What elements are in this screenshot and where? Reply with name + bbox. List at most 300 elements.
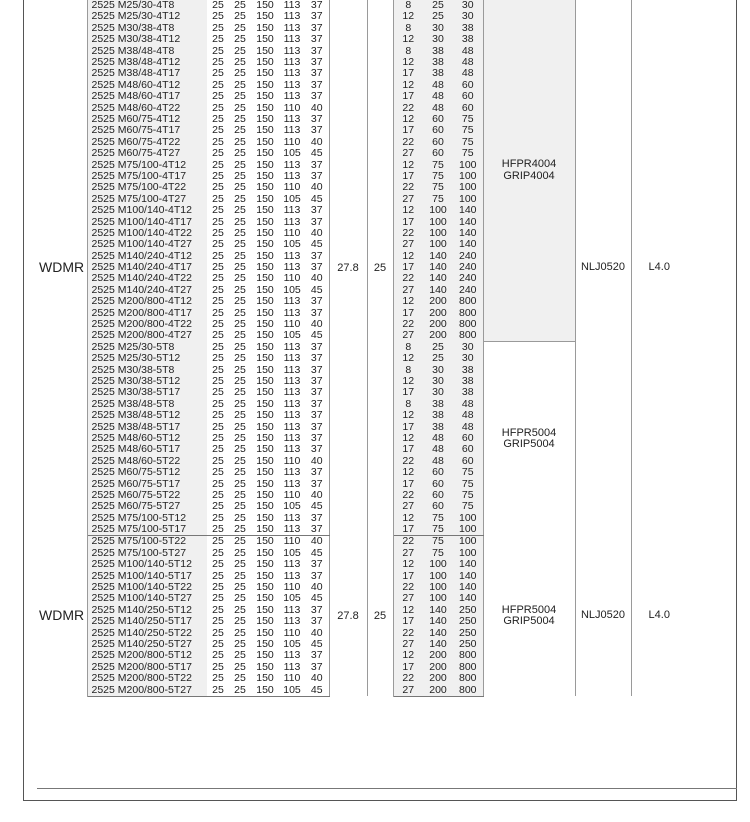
groove-width: 8 bbox=[393, 399, 423, 410]
dmin-value: 100 bbox=[423, 228, 453, 239]
model-code: 2525 M60/75-5T17 bbox=[87, 478, 207, 489]
dim-l3: 37 bbox=[305, 34, 329, 45]
dim-a-value: 27.8 bbox=[329, 536, 367, 696]
model-code: 2525 M140/250-5T17 bbox=[87, 616, 207, 627]
dim-l1: 150 bbox=[256, 593, 274, 605]
dim-h: 25 bbox=[212, 673, 224, 685]
dmin-value: 60 bbox=[423, 467, 453, 478]
dim-h: 25 bbox=[212, 650, 224, 662]
dmin-value: 140 bbox=[423, 285, 453, 296]
dim-l3: 37 bbox=[305, 616, 329, 627]
model-code: 2525 M200/800-4T17 bbox=[87, 308, 207, 319]
dim-l1: 150 bbox=[256, 638, 274, 650]
dim-l3: 37 bbox=[305, 513, 329, 524]
model-code: 2525 M100/140-4T22 bbox=[87, 228, 207, 239]
dmax-value: 240 bbox=[453, 273, 483, 284]
groove-width: 8 bbox=[393, 365, 423, 376]
dmax-value: 48 bbox=[453, 399, 483, 410]
dmax-value: 75 bbox=[453, 467, 483, 478]
dim-b: 25 bbox=[234, 478, 246, 490]
dim-b: 25 bbox=[234, 318, 246, 331]
dim-h: 25 bbox=[212, 56, 224, 69]
dim-l1: 150 bbox=[256, 205, 274, 217]
dim-l2: 113 bbox=[283, 650, 301, 662]
model-code: 2525 M60/75-4T22 bbox=[87, 137, 207, 148]
dim-h: 25 bbox=[207, 524, 229, 536]
dim-l3: 37 bbox=[305, 0, 329, 11]
groove-width: 22 bbox=[393, 182, 423, 193]
dim-l2: 110 bbox=[283, 136, 301, 148]
insert-code: HFPR4004 bbox=[501, 158, 557, 171]
dim-l2: 110 bbox=[283, 102, 301, 114]
dim-l3: 37 bbox=[305, 251, 329, 262]
groove-width: 27 bbox=[393, 148, 423, 159]
dim-l2: 110 bbox=[283, 627, 301, 639]
dim-b: 25 bbox=[234, 205, 246, 217]
dim-l2: 113 bbox=[283, 307, 301, 319]
dim-l1: 150 bbox=[256, 421, 274, 433]
model-code: 2525 M25/30-5T8 bbox=[87, 342, 207, 353]
groove-width: 22 bbox=[393, 319, 423, 330]
model-code: 2525 M100/140-4T17 bbox=[87, 216, 207, 227]
dim-h: 25 bbox=[212, 273, 224, 285]
dim-b: 25 bbox=[234, 410, 246, 422]
dmin-value: 200 bbox=[423, 296, 453, 307]
spec-table-body bbox=[37, 0, 687, 696]
dim-l3: 37 bbox=[305, 365, 329, 376]
dim-b: 25 bbox=[234, 102, 246, 114]
model-code: 2525 M60/75-5T12 bbox=[87, 467, 207, 478]
groove-width: 22 bbox=[393, 490, 423, 501]
dim-h: 25 bbox=[212, 444, 224, 456]
dmax-value: 60 bbox=[453, 456, 483, 467]
dmin-value: 200 bbox=[423, 684, 453, 696]
groove-width: 27 bbox=[393, 501, 423, 512]
insert-code: HFPR5004 bbox=[501, 426, 557, 439]
dim-h: 25 bbox=[212, 364, 224, 376]
dim-b: 25 bbox=[234, 227, 246, 239]
dim-l2: 113 bbox=[283, 570, 301, 582]
spec-table bbox=[37, 0, 687, 697]
groove-width: 17 bbox=[393, 478, 423, 489]
dim-l1: 150 bbox=[256, 273, 274, 285]
dmax-value: 140 bbox=[453, 582, 483, 593]
dim-h: 25 bbox=[212, 136, 224, 148]
dim-h: 25 bbox=[212, 353, 224, 365]
dmin-value: 60 bbox=[423, 501, 453, 512]
dim-h: 25 bbox=[212, 581, 224, 594]
dmax-value: 60 bbox=[453, 444, 483, 455]
dim-l3: 37 bbox=[305, 387, 329, 398]
dim-l1: 150 bbox=[256, 45, 274, 57]
dim-l2: 110 bbox=[283, 581, 301, 594]
dmax-value: 250 bbox=[453, 605, 483, 616]
dim-l1: 150 bbox=[256, 478, 274, 490]
model-code: 2525 M75/100-5T12 bbox=[87, 513, 207, 524]
dim-l1: 150 bbox=[256, 148, 274, 160]
dmin-value: 30 bbox=[423, 23, 453, 34]
dmin-value: 25 bbox=[423, 0, 453, 11]
model-code: 2525 M140/240-4T12 bbox=[87, 251, 207, 262]
dim-l1: 150 bbox=[256, 501, 274, 513]
dim-b: 25 bbox=[234, 261, 246, 274]
dim-l3: 40 bbox=[305, 627, 329, 638]
dim-b: 25 bbox=[234, 11, 246, 23]
model-code: 2525 M140/240-4T22 bbox=[87, 273, 207, 284]
dim-h: 25 bbox=[212, 68, 224, 80]
dmin-value: 38 bbox=[423, 68, 453, 79]
dim-h: 25 bbox=[212, 45, 224, 57]
dmin-value: 100 bbox=[423, 239, 453, 250]
dmin-value: 38 bbox=[423, 410, 453, 421]
dim-l3: 45 bbox=[305, 285, 329, 296]
dim-l2: 105 bbox=[283, 148, 301, 160]
dim-l3: 37 bbox=[305, 23, 329, 34]
dmax-value: 140 bbox=[453, 559, 483, 570]
dmax-value: 60 bbox=[453, 433, 483, 444]
groove-width: 22 bbox=[393, 456, 423, 467]
dim-l2: 105 bbox=[283, 193, 301, 205]
dim-l3: 37 bbox=[305, 605, 329, 616]
dim-l3: 37 bbox=[305, 171, 329, 182]
dmax-value: 140 bbox=[453, 205, 483, 216]
model-code: 2525 M25/30-4T12 bbox=[87, 11, 207, 22]
dim-h: 25 bbox=[212, 205, 224, 217]
dmin-value: 25 bbox=[423, 342, 453, 353]
dim-l2: 113 bbox=[279, 524, 305, 536]
dim-l1: 150 bbox=[256, 170, 274, 182]
group-label: WDMR bbox=[37, 0, 87, 536]
dim-l1: 150 bbox=[256, 547, 274, 559]
dim-l2: 105 bbox=[283, 239, 301, 251]
dim-b: 25 bbox=[234, 296, 246, 308]
dim-l2: 113 bbox=[283, 45, 301, 57]
dmin-value: 200 bbox=[423, 319, 453, 330]
groove-width: 12 bbox=[393, 353, 423, 364]
dim-h: 25 bbox=[212, 330, 224, 342]
dim-b: 25 bbox=[234, 136, 246, 148]
groove-width: 22 bbox=[393, 582, 423, 593]
groove-width: 22 bbox=[393, 103, 423, 114]
dim-h: 25 bbox=[212, 375, 224, 387]
dim-l3: 37 bbox=[305, 91, 329, 102]
dmax-value: 75 bbox=[453, 137, 483, 148]
dim-h: 25 bbox=[212, 421, 224, 433]
dmin-value: 200 bbox=[423, 330, 453, 341]
model-code: 2525 M75/100-4T22 bbox=[87, 182, 207, 193]
dim-h: 25 bbox=[212, 547, 224, 559]
groove-width: 27 bbox=[393, 684, 423, 696]
model-code: 2525 M75/100-5T17 bbox=[87, 524, 207, 536]
dmax-value: 800 bbox=[453, 673, 483, 684]
dim-l3: 45 bbox=[305, 194, 329, 205]
dim-l1: 150 bbox=[256, 79, 274, 91]
dmax-value: 75 bbox=[453, 114, 483, 125]
groove-width: 27 bbox=[393, 639, 423, 650]
model-code: 2525 M38/48-5T8 bbox=[87, 399, 207, 410]
model-code: 2525 M60/75-4T12 bbox=[87, 114, 207, 125]
model-code: 2525 M200/800-4T27 bbox=[87, 330, 207, 341]
dim-l3: 45 bbox=[305, 684, 329, 696]
insert-model bbox=[483, 536, 575, 696]
dim-b: 25 bbox=[234, 638, 246, 650]
dim-b: 25 bbox=[234, 170, 246, 182]
dim-l2: 113 bbox=[283, 398, 301, 410]
dim-l2: 105 bbox=[283, 593, 301, 605]
dmax-value: 800 bbox=[453, 296, 483, 307]
model-code: 2525 M60/75-5T22 bbox=[87, 490, 207, 501]
dmin-value: 25 bbox=[423, 11, 453, 22]
dmin-value: 140 bbox=[423, 251, 453, 262]
model-code: 2525 M25/30-5T12 bbox=[87, 353, 207, 364]
dim-l1: 150 bbox=[256, 398, 274, 410]
groove-width: 8 bbox=[393, 0, 423, 11]
dim-l3: 37 bbox=[305, 571, 329, 582]
dim-b: 25 bbox=[234, 421, 246, 433]
dim-l1: 150 bbox=[256, 125, 274, 137]
dim-b: 25 bbox=[234, 616, 246, 628]
dim-l2: 113 bbox=[283, 375, 301, 387]
model-code: 2525 M60/75-4T27 bbox=[87, 148, 207, 159]
dim-l1: 150 bbox=[256, 193, 274, 205]
dmin-value: 140 bbox=[423, 262, 453, 273]
dmin-value: 140 bbox=[423, 605, 453, 616]
dim-b: 25 bbox=[229, 684, 251, 696]
dmax-value: 800 bbox=[453, 308, 483, 319]
groove-width: 17 bbox=[393, 171, 423, 182]
groove-width: 12 bbox=[393, 410, 423, 421]
model-code: 2525 M140/240-4T27 bbox=[87, 285, 207, 296]
dim-b: 25 bbox=[234, 284, 246, 296]
dim-l1: 150 bbox=[256, 387, 274, 399]
dmax-value: 48 bbox=[453, 421, 483, 432]
dim-l1: 150 bbox=[256, 68, 274, 80]
dmax-value: 140 bbox=[453, 216, 483, 227]
dim-h: 25 bbox=[212, 535, 224, 548]
dmin-value: 75 bbox=[423, 548, 453, 559]
dmax-value: 100 bbox=[453, 182, 483, 193]
groove-width: 17 bbox=[393, 68, 423, 79]
dim-l3: 37 bbox=[305, 125, 329, 136]
dmax-value: 75 bbox=[453, 478, 483, 489]
dim-l2: 110 bbox=[283, 455, 301, 467]
dmax-value: 140 bbox=[453, 228, 483, 239]
dim-l2: 113 bbox=[283, 22, 301, 34]
dmin-value: 48 bbox=[423, 103, 453, 114]
dmax-value: 48 bbox=[453, 68, 483, 79]
dmin-value: 75 bbox=[423, 513, 453, 524]
dim-b: 25 bbox=[234, 467, 246, 479]
dim-h: 25 bbox=[212, 627, 224, 639]
dim-l3: 45 bbox=[305, 148, 329, 159]
groove-width: 17 bbox=[393, 524, 423, 536]
dim-l2: 105 bbox=[283, 284, 301, 296]
dmin-value: 75 bbox=[423, 536, 453, 548]
dim-l2: 110 bbox=[283, 182, 301, 194]
dmax-value: 38 bbox=[453, 365, 483, 376]
dim-b: 25 bbox=[234, 125, 246, 137]
dim-l2: 113 bbox=[283, 616, 301, 628]
dmax-value: 140 bbox=[453, 571, 483, 582]
groove-width: 12 bbox=[393, 650, 423, 661]
dim-l1: 150 bbox=[256, 410, 274, 422]
dmin-value: 200 bbox=[423, 650, 453, 661]
dim-b: 25 bbox=[234, 0, 246, 12]
dmin-value: 60 bbox=[423, 137, 453, 148]
dim-h: 25 bbox=[212, 410, 224, 422]
dim-l3: 40 bbox=[305, 582, 329, 593]
dim-l3: 45 bbox=[305, 639, 329, 650]
dmin-value: 60 bbox=[423, 478, 453, 489]
dim-l1: 150 bbox=[256, 512, 274, 524]
table-row bbox=[37, 0, 687, 11]
dim-l1: 150 bbox=[256, 467, 274, 479]
dim-l3: 37 bbox=[305, 296, 329, 307]
dim-h: 25 bbox=[212, 227, 224, 239]
dmin-value: 30 bbox=[423, 387, 453, 398]
dim-l2: 113 bbox=[283, 56, 301, 69]
dim-l2: 110 bbox=[283, 273, 301, 285]
dmax-value: 240 bbox=[453, 251, 483, 262]
dmax-value: 30 bbox=[453, 0, 483, 11]
dmin-value: 100 bbox=[423, 593, 453, 604]
dim-h: 25 bbox=[212, 148, 224, 160]
dim-h: 25 bbox=[212, 193, 224, 205]
dim-h: 25 bbox=[212, 34, 224, 46]
dim-l1: 150 bbox=[256, 318, 274, 331]
dim-l1: 150 bbox=[256, 22, 274, 34]
model-code: 2525 M30/38-5T12 bbox=[87, 376, 207, 387]
dim-l1: 150 bbox=[256, 627, 274, 639]
dim-l3: 37 bbox=[305, 68, 329, 79]
model-code: 2525 M75/100-4T17 bbox=[87, 171, 207, 182]
dim-l2: 113 bbox=[283, 512, 301, 524]
dim-l1: 150 bbox=[256, 296, 274, 308]
dim-b: 25 bbox=[234, 79, 246, 91]
dim-b: 25 bbox=[234, 341, 246, 353]
dim-h: 25 bbox=[212, 216, 224, 228]
screw-code: NLJ0520 bbox=[575, 536, 631, 696]
dmin-value: 48 bbox=[423, 80, 453, 91]
dim-l2: 113 bbox=[283, 478, 301, 490]
dim-l2: 113 bbox=[283, 91, 301, 103]
dmax-value: 800 bbox=[453, 319, 483, 330]
dmax-value: 250 bbox=[453, 639, 483, 650]
model-code: 2525 M38/48-5T12 bbox=[87, 410, 207, 421]
dim-l1: 150 bbox=[256, 113, 274, 125]
dim-l1: 150 bbox=[256, 136, 274, 148]
dim-b: 25 bbox=[234, 182, 246, 194]
model-code: 2525 M48/60-4T22 bbox=[87, 103, 207, 114]
dim-h: 25 bbox=[212, 616, 224, 628]
dim-l1: 150 bbox=[256, 91, 274, 103]
dmin-value: 200 bbox=[423, 662, 453, 673]
dim-l1: 150 bbox=[256, 673, 274, 685]
dim-l2: 113 bbox=[283, 205, 301, 217]
dim-h: 25 bbox=[212, 593, 224, 605]
model-code: 2525 M75/100-4T27 bbox=[87, 194, 207, 205]
dim-l2: 105 bbox=[283, 638, 301, 650]
dim-h: 25 bbox=[212, 159, 224, 171]
dmax-value: 100 bbox=[453, 513, 483, 524]
groove-width: 12 bbox=[393, 467, 423, 478]
dim-l3: 37 bbox=[305, 353, 329, 364]
dmin-value: 48 bbox=[423, 433, 453, 444]
dim-l2: 105 bbox=[279, 684, 305, 696]
dim-l3: 40 bbox=[305, 137, 329, 148]
dim-h: 25 bbox=[212, 398, 224, 410]
dmin-value: 140 bbox=[423, 627, 453, 638]
dim-l1: 150 bbox=[256, 650, 274, 662]
groove-width: 17 bbox=[393, 662, 423, 673]
dim-h: 25 bbox=[212, 125, 224, 137]
groove-width: 12 bbox=[393, 80, 423, 91]
dim-l2: 113 bbox=[283, 421, 301, 433]
dim-h: 25 bbox=[212, 91, 224, 103]
dim-l2: 113 bbox=[283, 0, 301, 12]
dmax-value: 140 bbox=[453, 239, 483, 250]
dmin-value: 75 bbox=[423, 524, 453, 536]
dim-l1: 150 bbox=[256, 535, 274, 548]
dim-l1: 150 bbox=[256, 182, 274, 194]
model-code: 2525 M30/38-5T8 bbox=[87, 365, 207, 376]
dim-l2: 110 bbox=[283, 227, 301, 239]
insert-code: GRIP5004 bbox=[503, 438, 555, 451]
dim-h: 25 bbox=[212, 284, 224, 296]
dim-l2: 113 bbox=[283, 11, 301, 23]
dim-l1: 150 bbox=[256, 284, 274, 296]
model-code: 2525 M60/75-4T17 bbox=[87, 125, 207, 136]
dim-l3: 37 bbox=[305, 114, 329, 125]
dim-b: 25 bbox=[234, 627, 246, 639]
dim-h: 25 bbox=[212, 478, 224, 490]
dmax-value: 38 bbox=[453, 23, 483, 34]
groove-width: 12 bbox=[393, 605, 423, 616]
dim-l1: 150 bbox=[256, 341, 274, 353]
groove-width: 17 bbox=[393, 308, 423, 319]
dmax-value: 100 bbox=[453, 548, 483, 559]
groove-width: 27 bbox=[393, 548, 423, 559]
dim-b: 25 bbox=[234, 113, 246, 125]
dmax-value: 75 bbox=[453, 148, 483, 159]
dim-l1: 150 bbox=[256, 330, 274, 342]
dmax-value: 60 bbox=[453, 80, 483, 91]
insert-code: GRIP5004 bbox=[503, 615, 555, 628]
dmin-value: 60 bbox=[423, 490, 453, 501]
dmin-value: 140 bbox=[423, 616, 453, 627]
dim-h: 25 bbox=[212, 307, 224, 319]
dim-l1: 150 bbox=[256, 34, 274, 46]
dim-b: 25 bbox=[234, 216, 246, 228]
bottom-rule bbox=[37, 788, 737, 789]
dim-h: 25 bbox=[212, 113, 224, 125]
dim-l3: 37 bbox=[305, 559, 329, 570]
dim-l3: 45 bbox=[305, 501, 329, 512]
dim-l3: 45 bbox=[305, 593, 329, 604]
dim-h: 25 bbox=[212, 489, 224, 501]
dim-l2: 113 bbox=[283, 364, 301, 376]
dmin-value: 60 bbox=[423, 125, 453, 136]
model-code: 2525 M48/60-4T17 bbox=[87, 91, 207, 102]
dim-l1: 150 bbox=[256, 11, 274, 23]
dim-h: 25 bbox=[212, 638, 224, 650]
dim-l3: 37 bbox=[305, 478, 329, 489]
dim-l1: 150 bbox=[256, 559, 274, 571]
dim-b: 25 bbox=[229, 524, 251, 536]
dim-l1: 150 bbox=[256, 489, 274, 501]
groove-width: 17 bbox=[393, 421, 423, 432]
dim-l2: 113 bbox=[283, 159, 301, 171]
